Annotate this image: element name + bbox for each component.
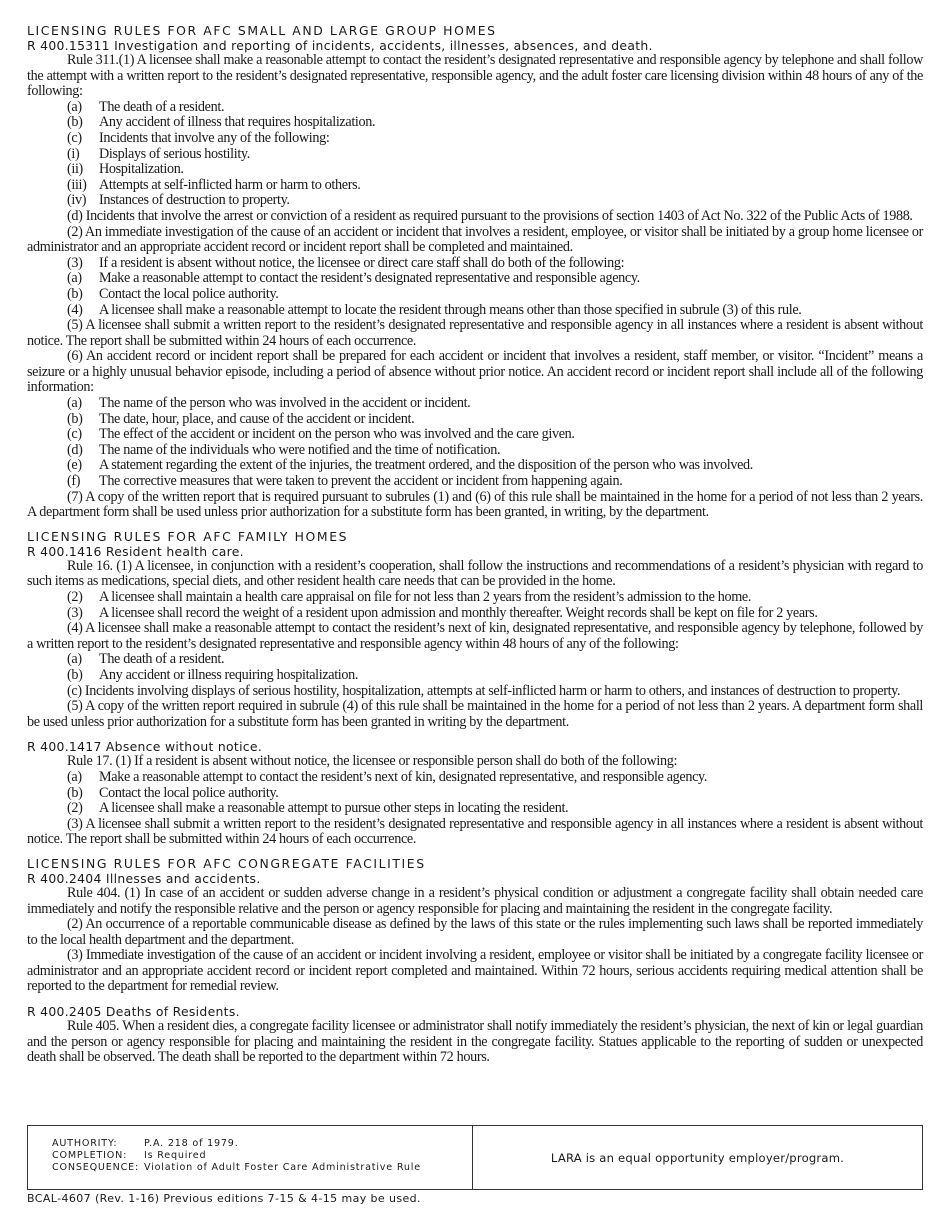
- document-page: [27, 24, 923, 1066]
- completion-row: COMPLETION: Is Required: [52, 1150, 207, 1161]
- consequence-row: CONSEQUENCE: Violation of Adult Foster Care Administrative Rule: [52, 1162, 421, 1173]
- rule-405-body: [27, 1019, 923, 1066]
- rule-title-400-1417: R 400.1417 Absence without notice.: [27, 739, 263, 755]
- rule-17-paragraph-3: (3) A licensee shall submit a written report to the resident’s designated representative and responsible agency in all instances where a resident is absent without notice. The report shall be submitted within 24 hours of each occurrence.: [27, 815, 923, 848]
- list-item: (a) The death of a resident.: [67, 98, 225, 115]
- list-item: (2) A licensee shall make a reasonable attempt to pursue other steps in locating the resident.: [67, 800, 569, 817]
- rule-16-paragraph-4: (4) A licensee shall make a reasonable attempt to contact the resident’s next of kin, designated representative, and responsible agency by telephone, followed by a written report to the resident’s designated representative and responsible agency within 48 hours of any of the following:: [27, 620, 923, 652]
- list-item: (b) The date, hour, place, and cause of the accident or incident.: [67, 410, 415, 427]
- rule-404-body: [27, 886, 923, 995]
- list-item: (ii) Hospitalization.: [67, 161, 184, 178]
- list-item: (a) Make a reasonable attempt to contact the resident’s next of kin, designated representative, and responsible agency.: [67, 768, 708, 785]
- list-item: (d) The name of the individuals who were notified and the time of notification.: [67, 441, 501, 458]
- list-item: (b) Contact the local police authority.: [67, 285, 279, 302]
- section-heading-group-homes: LICENSING RULES FOR AFC SMALL AND LARGE GROUP HOMES: [27, 23, 497, 38]
- list-item: (b) Any accident of illness that requires hospitalization.: [67, 114, 376, 131]
- rule-16-paragraph-c: (c) Incidents involving displays of serious hostility, hospitalization, attempts at self-inflicted harm or harm to others, and instances of destruction to property.: [67, 682, 901, 699]
- rule-311-paragraph-2: (2) An immediate investigation of the cause of an accident or incident that involves a resident, employee, or visitor shall be initiated by a group home licensee or administrator and an appropriate accident record or incident report shall be completed and maintained.: [27, 223, 923, 256]
- rule-17-body: [27, 754, 923, 848]
- list-item: (b) Contact the local police authority.: [67, 784, 279, 801]
- rule-404-paragraph-2: (2) An occurrence of a reportable communicable disease as defined by the laws of this state or the rules implementing such laws shall be reported immediately to the local health department and the department.: [27, 916, 923, 948]
- list-item: (b) Any accident or illness requiring hospitalization.: [67, 666, 359, 683]
- rule-17-intro: Rule 17. (1) If a resident is absent without notice, the licensee or responsible person shall do both of the following:: [67, 753, 678, 770]
- list-item: (3) If a resident is absent without notice, the licensee or direct care staff shall do both of the following:: [67, 254, 625, 271]
- list-item: (f) The corrective measures that were taken to prevent the accident or incident from happening again.: [67, 473, 623, 490]
- authority-box: [27, 1125, 923, 1190]
- equal-opportunity-statement: LARA is an equal opportunity employer/program.: [550, 1150, 845, 1165]
- form-number-footer: BCAL-4607 (Rev. 1-16) Previous editions 7-15 & 4-15 may be used.: [27, 1192, 421, 1205]
- list-item: (a) The name of the person who was involved in the accident or incident.: [67, 395, 471, 412]
- rule-title-400-15311: R 400.15311 Investigation and reporting of incidents, accidents, illnesses, absences, and death.: [27, 38, 653, 53]
- list-item: (a) The death of a resident.: [67, 651, 225, 668]
- list-item: (iv) Instances of destruction to property.: [67, 192, 290, 209]
- rule-405-intro: Rule 405. When a resident dies, a congregate facility licensee or administrator shall notify immediately the resident’s physician, the next of kin or legal guardian and the person or agency responsible for placing and maintaining the resident in the congregate facility. Statues applicable to the reporting of sudden or unexpected death shall be observed. The death shall be reported to the department within 72 hours.: [27, 1018, 923, 1066]
- rule-16-intro: Rule 16. (1) A licensee, in conjunction with a resident’s cooperation, shall follow the instructions and recommendations of a resident’s physician with regard to such items as medications, special diets, and other resident health care needs that can be provided in the home.: [27, 557, 923, 590]
- rule-404-paragraph-3: (3) Immediate investigation of the cause of an accident or incident involving a resident, employee or visitor shall be initiated by a congregate facility licensee or administrator and an appropriate accident record or incident report completed and maintained. Within 72 hours, serious accidents requiring medical attention shall be reported to the department for remedial review.: [27, 947, 923, 995]
- rule-311-paragraph-d: (d) Incidents that involve the arrest or conviction of a resident as required pursuant to the provisions of section 1403 of Act No. 322 of the Public Acts of 1988.: [67, 207, 913, 224]
- rule-311-intro: Rule 311.(1) A licensee shall make a reasonable attempt to contact the resident’s designated representative and responsible agency by telephone and shall follow the attempt with a written report to the resident’s designated representative, responsible agency, and the adult foster care licensing division within 48 hours of any of the following:: [27, 52, 923, 100]
- rule-311-paragraph-7: (7) A copy of the written report that is required pursuant to subrules (1) and (6) of this rule shall be maintained in the home for a period of not less than 2 years. A department form shall be used unless prior authorization for a substitute form has been granted, in writing, by the department.: [27, 488, 923, 521]
- rule-16-body: [27, 559, 923, 731]
- list-item: (c) The effect of the accident or incident on the person who was involved and the care given.: [67, 426, 575, 443]
- rule-404-intro: Rule 404. (1) In case of an accident or sudden adverse change in a resident’s physical condition or adjustment a congregate facility shall obtain needed care immediately and notify the responsible relative and the person or agency responsible for placing and maintaining the resident in the congregate facility.: [27, 884, 923, 917]
- authority-row: AUTHORITY: P.A. 218 of 1979.: [52, 1138, 239, 1149]
- list-item: (a) Make a reasonable attempt to contact the resident’s designated representative and responsible agency.: [67, 270, 640, 287]
- rule-311-paragraph-5: (5) A licensee shall submit a written report to the resident’s designated representative and responsible agency in all instances where a resident is absent without notice. The report shall be submitted within 24 hours of each occurrence.: [27, 317, 923, 349]
- list-item: (i) Displays of serious hostility.: [67, 145, 250, 162]
- rule-title-400-2404: R 400.2404 Illnesses and accidents.: [27, 870, 261, 886]
- list-item: (iii) Attempts at self-inflicted harm or harm to others.: [67, 176, 361, 193]
- rule-16-paragraph-5: (5) A copy of the written report required in subrule (4) of this rule shall be maintained in the home for a period of not less than 2 years. A department form shall be used unless prior authorization for a substitute form has been granted in writing by the department.: [27, 698, 923, 730]
- rule-title-400-2405: R 400.2405 Deaths of Residents.: [27, 1004, 240, 1020]
- list-item: (2) A licensee shall maintain a health care appraisal on file for not less than 2 years from the resident’s admission to the home.: [67, 589, 752, 605]
- list-item: (c) Incidents that involve any of the following:: [67, 129, 330, 146]
- authority-details: [28, 1126, 473, 1189]
- list-item: (4) A licensee shall make a reasonable attempt to locate the resident through means other than those specified in subrule (3) of this rule.: [67, 301, 802, 318]
- list-item: (3) A licensee shall record the weight of a resident upon admission and monthly thereafter. Weight records shall be kept on file for 2 years.: [67, 604, 818, 621]
- list-item: (e) A statement regarding the extent of the injuries, the treatment ordered, and the disposition of the person who was involved.: [67, 457, 753, 474]
- rule-311-body: [27, 53, 923, 521]
- rule-title-400-1416: R 400.1416 Resident health care.: [27, 543, 244, 559]
- rule-311-paragraph-6: (6) An accident record or incident report shall be prepared for each accident or incident that involves a resident, staff member, or visitor. “Incident” means a seizure or a highly unusual behavior episode, including a period of absence without prior notice. An accident record or incident report shall include all of the following information:: [27, 348, 923, 396]
- section-heading-congregate-facilities: LICENSING RULES FOR AFC CONGREGATE FACILITIES: [27, 855, 426, 871]
- section-heading-family-homes: LICENSING RULES FOR AFC FAMILY HOMES: [27, 528, 349, 544]
